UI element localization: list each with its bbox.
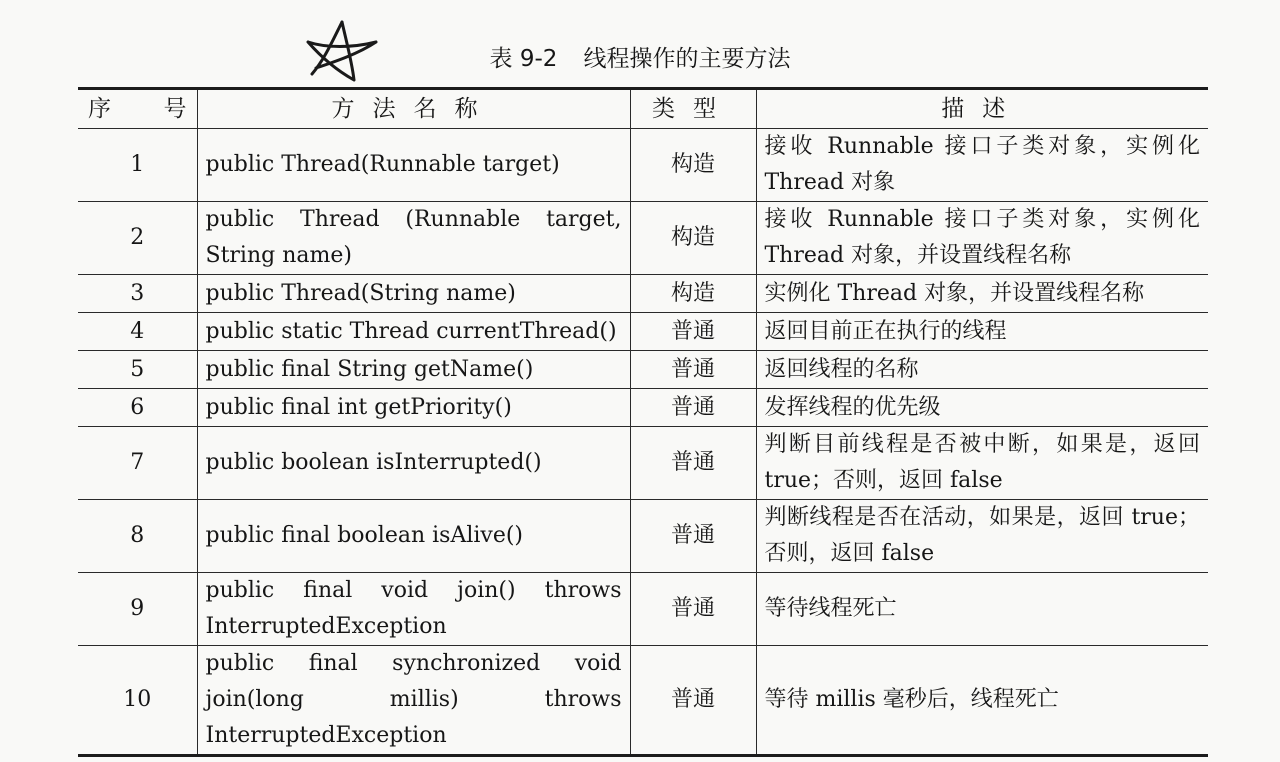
cell-description: 接收 Runnable 接口子类对象，实例化 Thread 对象，并设置线程名称 <box>756 202 1208 275</box>
cell-index: 4 <box>78 313 197 351</box>
cell-description: 返回目前正在执行的线程 <box>756 313 1208 351</box>
cell-type: 普通 <box>630 389 756 427</box>
cell-type: 普通 <box>630 427 756 500</box>
table-row <box>78 275 1208 313</box>
table-row <box>78 646 1208 756</box>
table-header-row <box>78 89 1208 129</box>
cell-description: 等待 millis 毫秒后，线程死亡 <box>756 646 1208 756</box>
header-type: 类型 <box>630 89 756 129</box>
cell-method: public final boolean isAlive() <box>197 500 630 573</box>
cell-type: 构造 <box>630 275 756 313</box>
cell-description: 判断目前线程是否被中断，如果是，返回 true；否则，返回 false <box>756 427 1208 500</box>
table-row <box>78 351 1208 389</box>
cell-type: 普通 <box>630 500 756 573</box>
cell-type: 普通 <box>630 313 756 351</box>
cell-type: 普通 <box>630 351 756 389</box>
cell-index: 10 <box>78 646 197 756</box>
header-index: 序号 <box>78 89 197 129</box>
table-row <box>78 202 1208 275</box>
cell-type: 普通 <box>630 573 756 646</box>
header-method: 方法名称 <box>197 89 630 129</box>
table-number: 表 9-2 <box>489 46 558 72</box>
cell-index: 5 <box>78 351 197 389</box>
cell-method: public final void join() throws InterruptedException <box>197 573 630 646</box>
cell-method: public Thread(String name) <box>197 275 630 313</box>
table-row <box>78 500 1208 573</box>
table-row <box>78 573 1208 646</box>
cell-index: 6 <box>78 389 197 427</box>
cell-description: 发挥线程的优先级 <box>756 389 1208 427</box>
cell-type: 普通 <box>630 646 756 756</box>
cell-description: 返回线程的名称 <box>756 351 1208 389</box>
cell-description: 判断线程是否在活动，如果是，返回 true；否则，返回 false <box>756 500 1208 573</box>
cell-description: 等待线程死亡 <box>756 573 1208 646</box>
cell-index: 2 <box>78 202 197 275</box>
cell-description: 实例化 Thread 对象，并设置线程名称 <box>756 275 1208 313</box>
table-row <box>78 427 1208 500</box>
table-title: 线程操作的主要方法 <box>583 46 791 72</box>
cell-method: public static Thread currentThread() <box>197 313 630 351</box>
cell-index: 8 <box>78 500 197 573</box>
table-row <box>78 313 1208 351</box>
cell-index: 9 <box>78 573 197 646</box>
cell-index: 3 <box>78 275 197 313</box>
cell-description: 接收 Runnable 接口子类对象，实例化 Thread 对象 <box>756 129 1208 202</box>
cell-type: 构造 <box>630 202 756 275</box>
cell-type: 构造 <box>630 129 756 202</box>
cell-method: public Thread (Runnable target, String name) <box>197 202 630 275</box>
cell-method: public final synchronized void join(long millis) throws InterruptedException <box>197 646 630 756</box>
cell-index: 7 <box>78 427 197 500</box>
table-caption <box>0 42 1280 76</box>
table-row <box>78 389 1208 427</box>
cell-index: 1 <box>78 129 197 202</box>
thread-methods-table <box>78 87 1208 757</box>
cell-method: public boolean isInterrupted() <box>197 427 630 500</box>
table-row <box>78 129 1208 202</box>
cell-method: public Thread(Runnable target) <box>197 129 630 202</box>
cell-method: public final int getPriority() <box>197 389 630 427</box>
cell-method: public final String getName() <box>197 351 630 389</box>
header-description: 描述 <box>756 89 1208 129</box>
